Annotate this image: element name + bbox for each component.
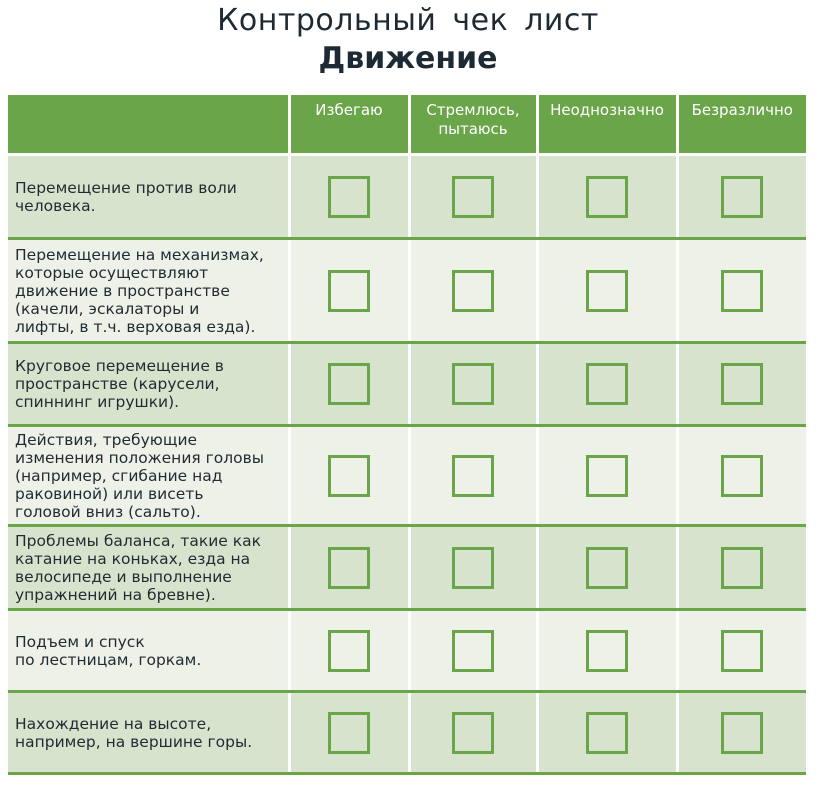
checkbox-cell xyxy=(677,155,806,239)
checkbox-cell xyxy=(677,692,806,774)
column-header-avoid: Избегаю xyxy=(289,95,409,155)
checkbox-avoid[interactable] xyxy=(328,270,370,312)
checkbox-strive[interactable] xyxy=(452,712,494,754)
header-row xyxy=(8,95,806,155)
checkbox-ambiguous[interactable] xyxy=(586,547,628,589)
checkbox-cell xyxy=(289,426,409,526)
row-label: Подъем и спуск по лестницам, горкам. xyxy=(8,610,289,692)
table-row xyxy=(8,426,806,526)
column-header-strive: Стремлюсь, пытаюсь xyxy=(409,95,537,155)
checkbox-cell xyxy=(677,610,806,692)
checkbox-indifferent[interactable] xyxy=(721,547,763,589)
table-row xyxy=(8,343,806,426)
checkbox-cell xyxy=(409,343,537,426)
checkbox-cell xyxy=(289,155,409,239)
header-corner-cell xyxy=(8,95,289,155)
row-label: Проблемы баланса, такие как катание на коньках, езда на велосипеде и выполнение упражнений на бревне). xyxy=(8,526,289,610)
checkbox-indifferent[interactable] xyxy=(721,630,763,672)
row-label: Перемещение против воли человека. xyxy=(8,155,289,239)
checkbox-cell xyxy=(409,155,537,239)
checkbox-cell xyxy=(537,155,677,239)
checkbox-strive[interactable] xyxy=(452,630,494,672)
row-label: Нахождение на высоте, например, на вершине горы. xyxy=(8,692,289,774)
checkbox-strive[interactable] xyxy=(452,363,494,405)
checkbox-cell xyxy=(409,526,537,610)
checkbox-indifferent[interactable] xyxy=(721,363,763,405)
checkbox-strive[interactable] xyxy=(452,270,494,312)
checkbox-cell xyxy=(537,526,677,610)
checkbox-ambiguous[interactable] xyxy=(586,176,628,218)
checkbox-strive[interactable] xyxy=(452,547,494,589)
checkbox-indifferent[interactable] xyxy=(721,270,763,312)
page-subtitle: Движение xyxy=(318,41,498,76)
checkbox-cell xyxy=(289,526,409,610)
checkbox-cell xyxy=(677,526,806,610)
checkbox-strive[interactable] xyxy=(452,176,494,218)
checkbox-cell xyxy=(537,426,677,526)
checkbox-avoid[interactable] xyxy=(328,712,370,754)
checkbox-ambiguous[interactable] xyxy=(586,270,628,312)
checkbox-avoid[interactable] xyxy=(328,630,370,672)
table-row xyxy=(8,239,806,343)
page-title: Контрольный чек лист xyxy=(217,3,599,38)
checkbox-cell xyxy=(409,239,537,343)
checkbox-cell xyxy=(537,692,677,774)
checkbox-cell xyxy=(677,239,806,343)
checkbox-indifferent[interactable] xyxy=(721,712,763,754)
checkbox-ambiguous[interactable] xyxy=(586,712,628,754)
table-row xyxy=(8,692,806,774)
checkbox-avoid[interactable] xyxy=(328,176,370,218)
row-label: Круговое перемещение в пространстве (карусели, спиннинг игрушки). xyxy=(8,343,289,426)
checkbox-cell xyxy=(289,610,409,692)
table-row xyxy=(8,526,806,610)
checkbox-cell xyxy=(409,692,537,774)
checkbox-indifferent[interactable] xyxy=(721,176,763,218)
table-row xyxy=(8,155,806,239)
checkbox-cell xyxy=(537,343,677,426)
row-label: Действия, требующие изменения положения головы (например, сгибание над раковиной) или висеть головой вниз (сальто). xyxy=(8,426,289,526)
checkbox-cell xyxy=(289,239,409,343)
checkbox-ambiguous[interactable] xyxy=(586,363,628,405)
row-label: Перемещение на механизмах, которые осуществляют движение в пространстве (качели, эскалаторы и лифты, в т.ч. верховая езда). xyxy=(8,239,289,343)
checkbox-cell xyxy=(289,343,409,426)
checklist-table xyxy=(8,95,806,775)
checkbox-cell xyxy=(289,692,409,774)
checkbox-avoid[interactable] xyxy=(328,455,370,497)
checkbox-cell xyxy=(409,426,537,526)
checkbox-cell xyxy=(409,610,537,692)
checkbox-cell xyxy=(677,426,806,526)
column-header-ambiguous: Неоднозначно xyxy=(537,95,677,155)
checkbox-avoid[interactable] xyxy=(328,547,370,589)
checkbox-ambiguous[interactable] xyxy=(586,455,628,497)
checkbox-indifferent[interactable] xyxy=(721,455,763,497)
table-row xyxy=(8,610,806,692)
column-header-indifferent: Безразлично xyxy=(677,95,806,155)
checkbox-strive[interactable] xyxy=(452,455,494,497)
checkbox-ambiguous[interactable] xyxy=(586,630,628,672)
checkbox-cell xyxy=(537,239,677,343)
checkbox-cell xyxy=(537,610,677,692)
checkbox-cell xyxy=(677,343,806,426)
checkbox-avoid[interactable] xyxy=(328,363,370,405)
